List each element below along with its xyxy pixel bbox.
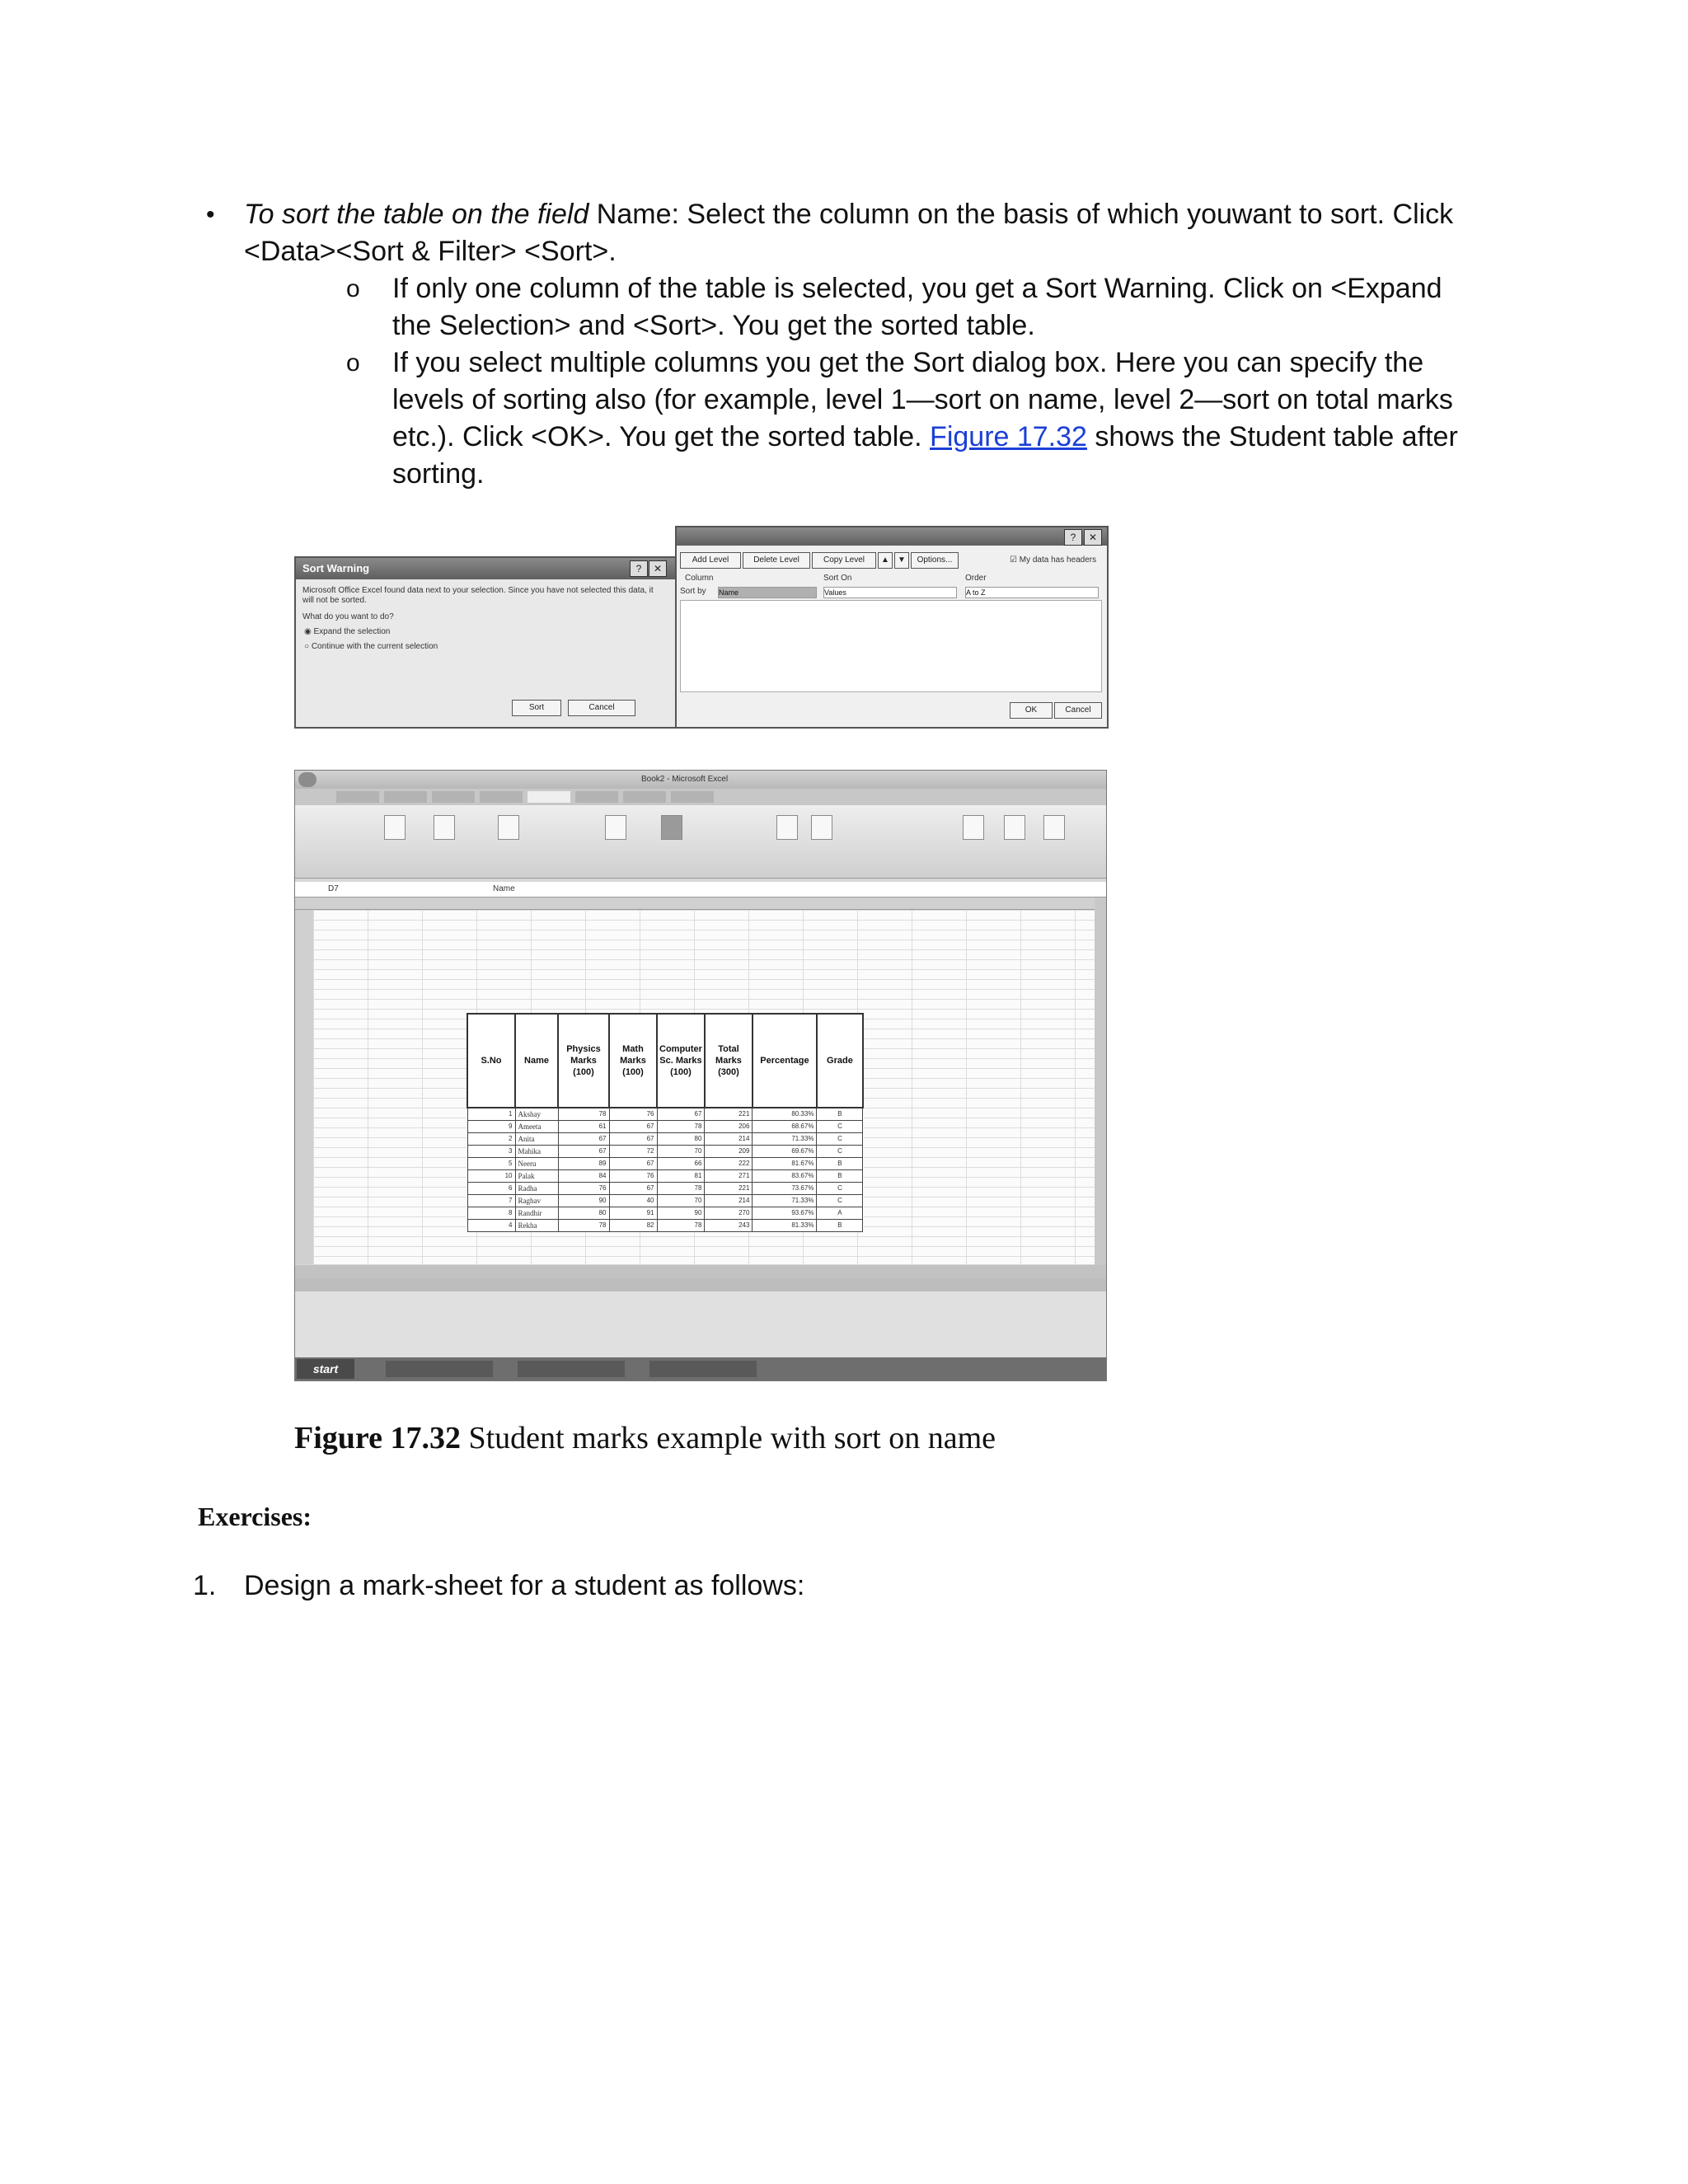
table-cell[interactable]: 6 [467, 1183, 515, 1195]
text-to-columns-icon[interactable] [776, 815, 798, 840]
table-cell[interactable]: 68.67% [753, 1121, 817, 1133]
table-cell[interactable]: 67 [657, 1108, 705, 1121]
sort-dialog-titlebar [677, 527, 1107, 546]
taskbar-item[interactable] [649, 1361, 757, 1377]
table-cell[interactable]: Akshay [515, 1108, 558, 1121]
student-marks-table [467, 1013, 864, 1232]
refresh-all-icon[interactable] [498, 815, 519, 840]
table-cell[interactable]: 81.33% [753, 1220, 817, 1232]
table-cell[interactable]: 271 [705, 1170, 753, 1183]
taskbar [295, 1357, 1106, 1380]
sort-icon[interactable] [605, 815, 626, 840]
table-cell[interactable]: 8 [467, 1207, 515, 1220]
table-cell[interactable]: 89 [558, 1158, 609, 1170]
vertical-scrollbar[interactable] [1095, 898, 1106, 1265]
table-cell[interactable]: Raghav [515, 1195, 558, 1207]
name-box[interactable]: D7 [328, 884, 339, 893]
cancel-button[interactable]: Cancel [1054, 702, 1102, 719]
sub-item-sort-warning [346, 270, 1489, 344]
bullet-italic-lead: To sort the table on the field [244, 199, 589, 230]
sort-warning-message: Microsoft Office Excel found data next to your selection. Since you have not selected this data, it will not be sorted. [302, 586, 654, 605]
figure-link[interactable]: Figure 17.32 [930, 421, 1087, 452]
table-cell[interactable]: 76 [609, 1170, 657, 1183]
table-cell[interactable]: C [817, 1121, 863, 1133]
table-cell[interactable]: 80 [657, 1133, 705, 1146]
table-cell[interactable]: 214 [705, 1195, 753, 1207]
table-cell[interactable]: 206 [705, 1121, 753, 1133]
table-cell[interactable]: 91 [609, 1207, 657, 1220]
sort-warning-question: What do you want to do? [302, 612, 394, 621]
order-header: Order [965, 574, 987, 583]
start-button[interactable]: start [297, 1359, 354, 1379]
tab-review[interactable] [575, 791, 618, 803]
ungroup-icon[interactable] [1004, 815, 1025, 840]
window-padding [295, 1291, 1106, 1357]
bullet-text: Name: Select the column on the basis of which youwant to sort. Click <Data><Sort & Filter> <Sort>. [244, 199, 1454, 267]
table-cell[interactable]: 82 [609, 1220, 657, 1232]
table-cell[interactable]: C [817, 1195, 863, 1207]
header-total: Total Marks (300) [705, 1014, 753, 1108]
table-cell[interactable]: 71.33% [753, 1195, 817, 1207]
formula-input[interactable]: Name [493, 884, 515, 893]
header-grade: Grade [817, 1014, 863, 1108]
ribbon [295, 805, 1106, 879]
table-cell[interactable]: 76 [558, 1183, 609, 1195]
table-cell[interactable]: 5 [467, 1158, 515, 1170]
sort-on-select[interactable]: Values [823, 587, 957, 598]
table-cell[interactable]: 67 [609, 1183, 657, 1195]
table-row [467, 1183, 863, 1195]
table-cell[interactable]: 67 [558, 1133, 609, 1146]
table-cell[interactable]: 67 [609, 1158, 657, 1170]
status-bar [295, 1278, 1106, 1291]
get-external-data-icon[interactable] [384, 815, 406, 840]
table-row [467, 1170, 863, 1183]
table-cell[interactable]: 9 [467, 1121, 515, 1133]
table-cell[interactable]: C [817, 1133, 863, 1146]
bullet-paragraph [206, 196, 1530, 270]
table-cell[interactable]: 2 [467, 1133, 515, 1146]
tab-page-layout[interactable] [432, 791, 475, 803]
table-cell[interactable]: 221 [705, 1183, 753, 1195]
row-headers [295, 910, 314, 1264]
exercises-heading: Exercises: [198, 1502, 312, 1531]
table-cell[interactable]: C [817, 1146, 863, 1158]
table-cell[interactable]: 214 [705, 1133, 753, 1146]
ok-button[interactable]: OK [1010, 702, 1053, 719]
table-cell[interactable]: Rekha [515, 1220, 558, 1232]
table-cell[interactable]: 7 [467, 1195, 515, 1207]
sheet-tabs[interactable] [295, 1265, 1106, 1278]
taskbar-item[interactable] [518, 1361, 625, 1377]
table-row [467, 1133, 863, 1146]
table-cell[interactable]: 1 [467, 1108, 515, 1121]
group-icon[interactable] [963, 815, 984, 840]
table-cell[interactable]: 73.67% [753, 1183, 817, 1195]
table-cell[interactable]: 221 [705, 1108, 753, 1121]
move-up-icon[interactable]: ▲ [878, 552, 893, 569]
table-cell[interactable]: 67 [609, 1133, 657, 1146]
table-cell[interactable]: 209 [705, 1146, 753, 1158]
table-cell[interactable]: 10 [467, 1170, 515, 1183]
table-cell[interactable]: 83.67% [753, 1170, 817, 1183]
sort-dialog-screenshot [675, 526, 1109, 729]
table-cell[interactable]: 90 [558, 1195, 609, 1207]
table-cell[interactable]: A [817, 1207, 863, 1220]
table-cell[interactable]: 67 [558, 1146, 609, 1158]
table-cell[interactable]: 61 [558, 1121, 609, 1133]
cancel-button[interactable]: Cancel [568, 700, 635, 716]
close-icon[interactable]: ✕ [1084, 529, 1102, 546]
column-header: Column [685, 574, 714, 583]
existing-connections-icon[interactable] [434, 815, 455, 840]
table-cell[interactable]: 76 [609, 1108, 657, 1121]
table-cell[interactable]: 78 [558, 1220, 609, 1232]
exercise-item [193, 1568, 805, 1605]
table-cell[interactable]: 78 [657, 1220, 705, 1232]
tab-data[interactable] [528, 791, 570, 803]
bullet-marker: • [206, 201, 215, 228]
office-button-icon[interactable] [298, 772, 316, 787]
table-cell[interactable]: 222 [705, 1158, 753, 1170]
excel-titlebar [295, 771, 1106, 789]
table-cell[interactable]: 81 [657, 1170, 705, 1183]
formula-bar [295, 882, 1106, 898]
table-cell[interactable]: 70 [657, 1195, 705, 1207]
tab-insert[interactable] [384, 791, 427, 803]
tab-home[interactable] [336, 791, 379, 803]
table-cell[interactable]: B [817, 1158, 863, 1170]
header-name: Name [515, 1014, 558, 1108]
table-cell[interactable]: 71.33% [753, 1133, 817, 1146]
caption-text: Student marks example with sort on name [460, 1421, 996, 1455]
sort-by-select[interactable]: Name [718, 587, 817, 598]
delete-level-button[interactable]: Delete Level [743, 552, 810, 569]
table-row [467, 1220, 863, 1232]
table-cell[interactable]: Mahika [515, 1146, 558, 1158]
table-cell[interactable]: B [817, 1220, 863, 1232]
excel-window-title: Book2 - Microsoft Excel [641, 775, 729, 784]
sort-warning-screenshot [294, 556, 678, 729]
table-cell[interactable]: B [817, 1170, 863, 1183]
header-physics: Physics Marks (100) [558, 1014, 609, 1108]
table-cell[interactable]: 70 [657, 1146, 705, 1158]
header-sno: S.No [467, 1014, 515, 1108]
table-cell[interactable]: 80 [558, 1207, 609, 1220]
filter-icon[interactable] [661, 815, 682, 840]
table-cell[interactable]: Neeru [515, 1158, 558, 1170]
column-headers [295, 898, 1106, 910]
exercise-number: 1. [193, 1570, 217, 1601]
sort-levels-list [680, 600, 1102, 692]
help-icon[interactable]: ? [1064, 529, 1082, 546]
sort-by-label: Sort by [680, 587, 706, 596]
table-row [467, 1121, 863, 1133]
tab-view[interactable] [623, 791, 666, 803]
table-cell[interactable]: 4 [467, 1220, 515, 1232]
sort-on-header: Sort On [823, 574, 852, 583]
table-cell[interactable]: Randhir [515, 1207, 558, 1220]
sort-button[interactable]: Sort [512, 700, 561, 716]
table-cell[interactable]: Palak [515, 1170, 558, 1183]
figure-caption [294, 1419, 996, 1457]
remove-duplicates-icon[interactable] [811, 815, 832, 840]
close-icon[interactable]: ✕ [649, 560, 667, 577]
table-header-row [467, 1014, 863, 1108]
table-cell[interactable]: 78 [657, 1121, 705, 1133]
headers-checkbox[interactable]: ☑ My data has headers [1010, 555, 1097, 565]
subtotal-icon[interactable] [1043, 815, 1065, 840]
sub-marker: o [346, 275, 360, 302]
table-cell[interactable]: Radha [515, 1183, 558, 1195]
table-cell[interactable]: 40 [609, 1195, 657, 1207]
tab-add-ins[interactable] [671, 791, 714, 803]
table-cell[interactable]: 80.33% [753, 1108, 817, 1121]
table-cell[interactable]: C [817, 1183, 863, 1195]
table-cell[interactable]: 84 [558, 1170, 609, 1183]
table-cell[interactable]: 90 [657, 1207, 705, 1220]
header-percentage: Percentage [753, 1014, 817, 1108]
sort-warning-title: Sort Warning [296, 558, 677, 579]
add-level-button[interactable]: Add Level [680, 552, 741, 569]
continue-selection-radio[interactable]: ○ Continue with the current selection [304, 642, 438, 651]
caption-label: Figure 17.32 [294, 1421, 461, 1455]
table-row [467, 1195, 863, 1207]
table-row [467, 1158, 863, 1170]
header-math: Math Marks (100) [609, 1014, 657, 1108]
table-cell[interactable]: 72 [609, 1146, 657, 1158]
exercise-text: Design a mark-sheet for a student as follows: [244, 1570, 805, 1601]
options-button[interactable]: Options... [911, 552, 959, 569]
table-cell[interactable]: B [817, 1108, 863, 1121]
table-cell[interactable]: 78 [558, 1108, 609, 1121]
sub-marker: o [346, 349, 360, 377]
sub-item-text-after: shows the Student table after sorting. [392, 421, 1458, 490]
tab-formulas[interactable] [480, 791, 523, 803]
order-select[interactable]: A to Z [965, 587, 1099, 598]
table-cell[interactable]: 243 [705, 1220, 753, 1232]
table-cell[interactable]: Anita [515, 1133, 558, 1146]
help-icon[interactable]: ? [630, 560, 648, 577]
table-cell[interactable]: 93.67% [753, 1207, 817, 1220]
table-cell[interactable]: 81.67% [753, 1158, 817, 1170]
table-row [467, 1146, 863, 1158]
sub-item-text: If only one column of the table is selected, you get a Sort Warning. Click on <Expand the Selection> and <Sort>. You get the sorted table. [392, 273, 1442, 341]
table-cell[interactable]: 3 [467, 1146, 515, 1158]
table-cell[interactable]: 69.67% [753, 1146, 817, 1158]
table-row [467, 1108, 863, 1121]
expand-selection-radio[interactable]: ◉ Expand the selection [304, 627, 391, 636]
header-computer: Computer Sc. Marks (100) [657, 1014, 705, 1108]
table-cell[interactable]: 66 [657, 1158, 705, 1170]
copy-level-button[interactable]: Copy Level [812, 552, 876, 569]
table-cell[interactable]: 67 [609, 1121, 657, 1133]
table-row [467, 1207, 863, 1220]
taskbar-item[interactable] [386, 1361, 493, 1377]
sub-item-sort-dialog [346, 344, 1489, 493]
sub-item-text-before: If you select multiple columns you get the Sort dialog box. Here you can specify the levels of sorting also (for example, level 1—sort on name, level 2—sort on total marks etc.). Click <OK>. You get the sorted table. [392, 347, 1453, 452]
ribbon-tabs [295, 789, 1106, 805]
table-cell[interactable]: Ameeta [515, 1121, 558, 1133]
move-down-icon[interactable]: ▼ [894, 552, 909, 569]
table-cell[interactable]: 78 [657, 1183, 705, 1195]
table-cell[interactable]: 270 [705, 1207, 753, 1220]
